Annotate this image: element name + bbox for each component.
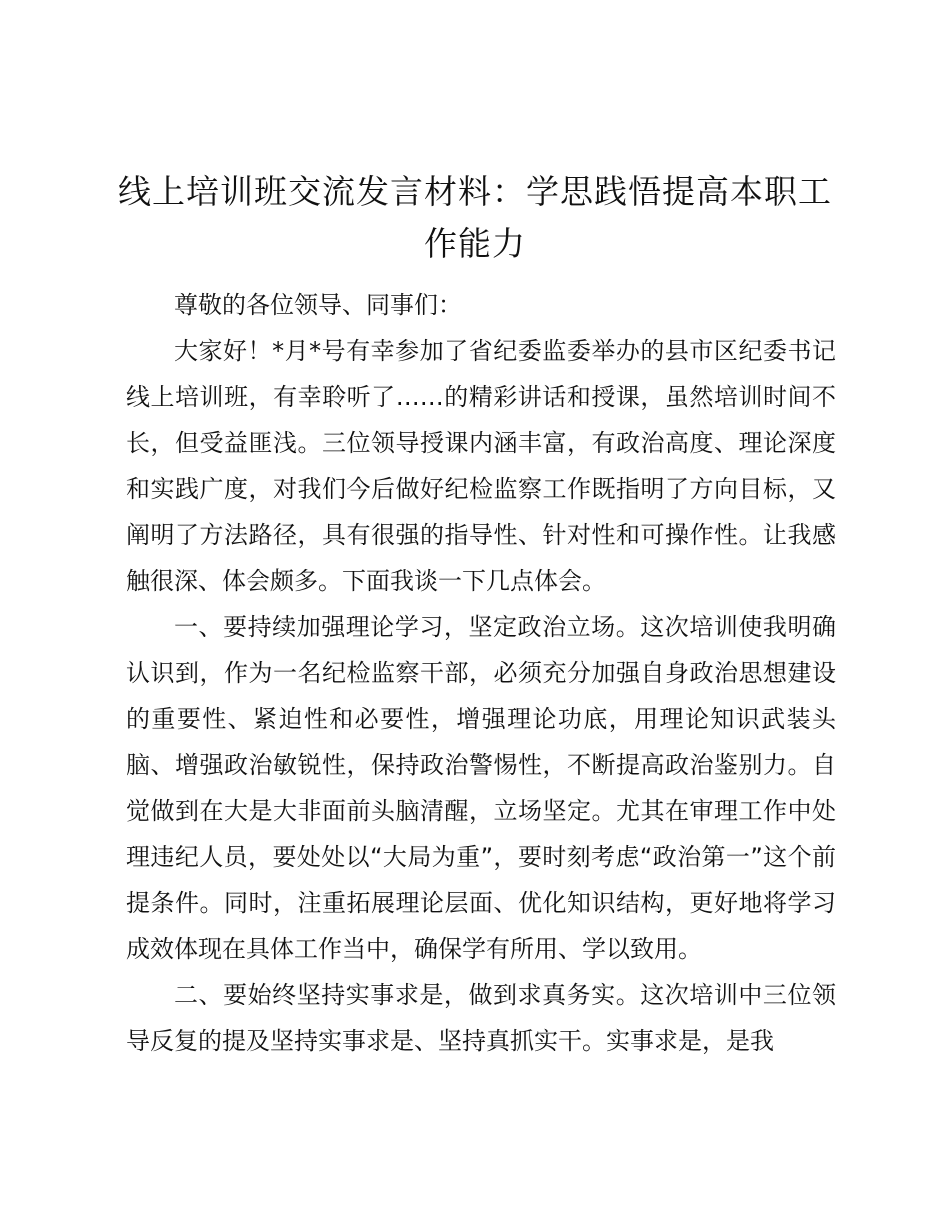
point-two-paragraph: 二、要始终坚持实事求是，做到求真务实。这次培训中三位领导反复的提及坚持实事求是、坚持真抓实干。实事求是，是我 — [126, 981, 836, 1055]
point-one-paragraph: 一、要持续加强理论学习，坚定政治立场。这次培训使我明确认识到，作为一名纪检监察干部，必须充分加强自身政治思想建设的重要性、紧迫性和必要性，增强理论功底，用理论知识武装头脑、增强政治敏锐性，保持政治警惕性，不断提高政治鉴别力。自觉做到在大是大非面前头脑清醒，立场坚定。尤其在审理工作中处理违纪人员，要处处以“大局为重”，要时刻考虑“政治第一”这个前提条件。同时，注重拓展理论层面、优化知识结构，更好地将学习成效体现在具体工作当中，确保学有所用、学以致用。 — [126, 613, 836, 963]
document-title: 线上培训班交流发言材料：学思践悟提高本职工作能力 — [118, 172, 832, 263]
salutation-paragraph: 尊敬的各位领导、同事们： — [174, 291, 462, 319]
document-body — [126, 282, 836, 1064]
intro-paragraph: 大家好！*月*号有幸参加了省纪委监委举办的县市区纪委书记线上培训班，有幸聆听了……的精彩讲话和授课，虽然培训时间不长，但受益匪浅。三位领导授课内涵丰富，有政治高度、理论深度和实践广度，对我们今后做好纪检监察工作既指明了方向目标，又阐明了方法路径，具有很强的指导性、针对性和可操作性。让我感触很深、体会颇多。下面我谈一下几点体会。 — [126, 337, 836, 595]
